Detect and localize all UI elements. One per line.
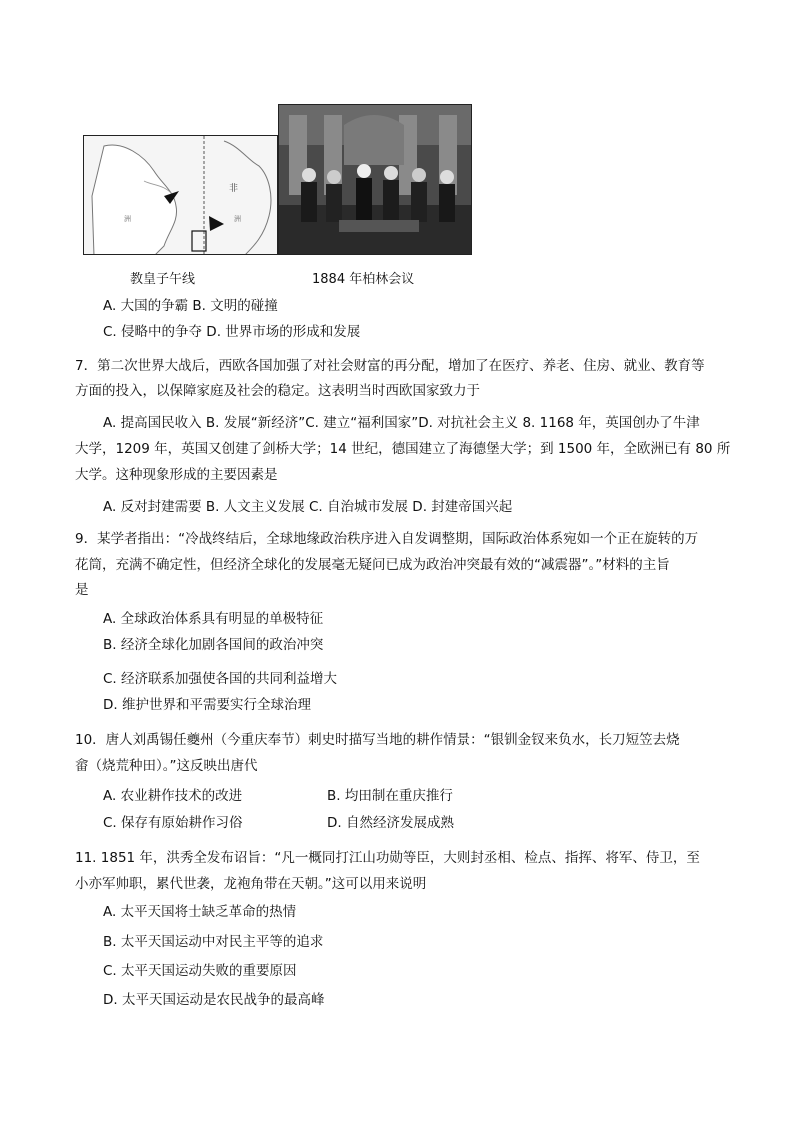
caption-papal-meridian: 教皇子午线: [130, 272, 196, 287]
caption-berlin-conference: 1884 年柏林会议: [312, 272, 415, 287]
q11-option-d: D. 太平天国运动是农民战争的最高峰: [103, 992, 325, 1008]
q6-option-cd: C. 侵略中的争夺 D. 世界市场的形成和发展: [103, 324, 361, 340]
q9-option-b: B. 经济全球化加剧各国间的政治冲突: [103, 637, 324, 653]
q10-option-c: C. 保存有原始耕作习俗: [103, 815, 243, 831]
q9-stem-line3: 是: [75, 582, 89, 598]
q11-option-b: B. 太平天国运动中对民主平等的追求: [103, 934, 324, 950]
q10-option-d: D. 自然经济发展成熟: [327, 815, 454, 831]
q6-option-ab: A. 大国的争霸 B. 文明的碰撞: [103, 298, 278, 314]
q8-options: A. 反对封建需要 B. 人文主义发展 C. 自治城市发展 D. 封建帝国兴起: [103, 499, 513, 515]
q11-option-a: A. 太平天国将士缺乏革命的热情: [103, 904, 297, 920]
q10-option-a: A. 农业耕作技术的改进: [103, 788, 243, 804]
q9-option-d: D. 维护世界和平需要实行全球治理: [103, 697, 311, 713]
q7-options-q8-start: A. 提高国民收入 B. 发展“新经济”C. 建立“福利国家”D. 对抗社会主义 8. 1168 年，英国创办了牛津: [103, 415, 700, 431]
berlin-conference-photo: [278, 104, 472, 255]
svg-text:洲: 洲: [234, 215, 241, 223]
papal-meridian-map: [83, 135, 278, 255]
q10-stem-line2: 畲（烧荒种田）。”这反映出唐代: [75, 758, 258, 774]
svg-text:洲: 洲: [124, 215, 131, 223]
q11-stem-line2: 小亦军帅职，累代世袭，龙袍角带在天朝。”这可以用来说明: [75, 876, 427, 892]
q9-option-a: A. 全球政治体系具有明显的单极特征: [103, 611, 324, 627]
q7-stem-line1: 7．第二次世界大战后，西欧各国加强了对社会财富的再分配，增加了在医疗、养老、住房、就业、教育等: [75, 358, 705, 374]
q11-option-c: C. 太平天国运动失败的重要原因: [103, 963, 297, 979]
q9-stem-line2: 花筒，充满不确定性，但经济全球化的发展毫无疑问已成为政治冲突最有效的“减震器”。”材料的主旨: [75, 557, 670, 573]
q11-stem-line1: 11. 1851 年，洪秀全发布诏旨：“凡一概同打江山功勋等臣，大则封丞相、检点、指挥、将军、侍卫，至: [75, 850, 700, 866]
q9-stem-line1: 9．某学者指出：“冷战终结后，全球地缘政治秩序进入自发调整期，国际政治体系宛如一个正在旋转的万: [75, 531, 699, 547]
q9-option-c: C. 经济联系加强使各国的共同利益增大: [103, 671, 338, 687]
svg-text:非: 非: [229, 184, 239, 194]
map-illustration: [84, 136, 278, 255]
q8-stem-line2: 大学。这种现象形成的主要因素是: [75, 467, 278, 483]
q8-stem-line1: 大学，1209 年，英国又创建了剑桥大学；14 世纪，德国建立了海德堡大学；到 1500 年，全欧洲已有 80 所: [75, 441, 731, 457]
q10-option-b: B. 均田制在重庆推行: [327, 788, 453, 804]
photo-illustration: [279, 105, 472, 255]
q10-stem-line1: 10．唐人刘禹锡任夔州（今重庆奉节）刺史时描写当地的耕作情景：“银钏金钗来负水，长刀短笠去烧: [75, 732, 680, 748]
q7-stem-line2: 方面的投入，以保障家庭及社会的稳定。这表明当时西欧国家致力于: [75, 383, 480, 399]
